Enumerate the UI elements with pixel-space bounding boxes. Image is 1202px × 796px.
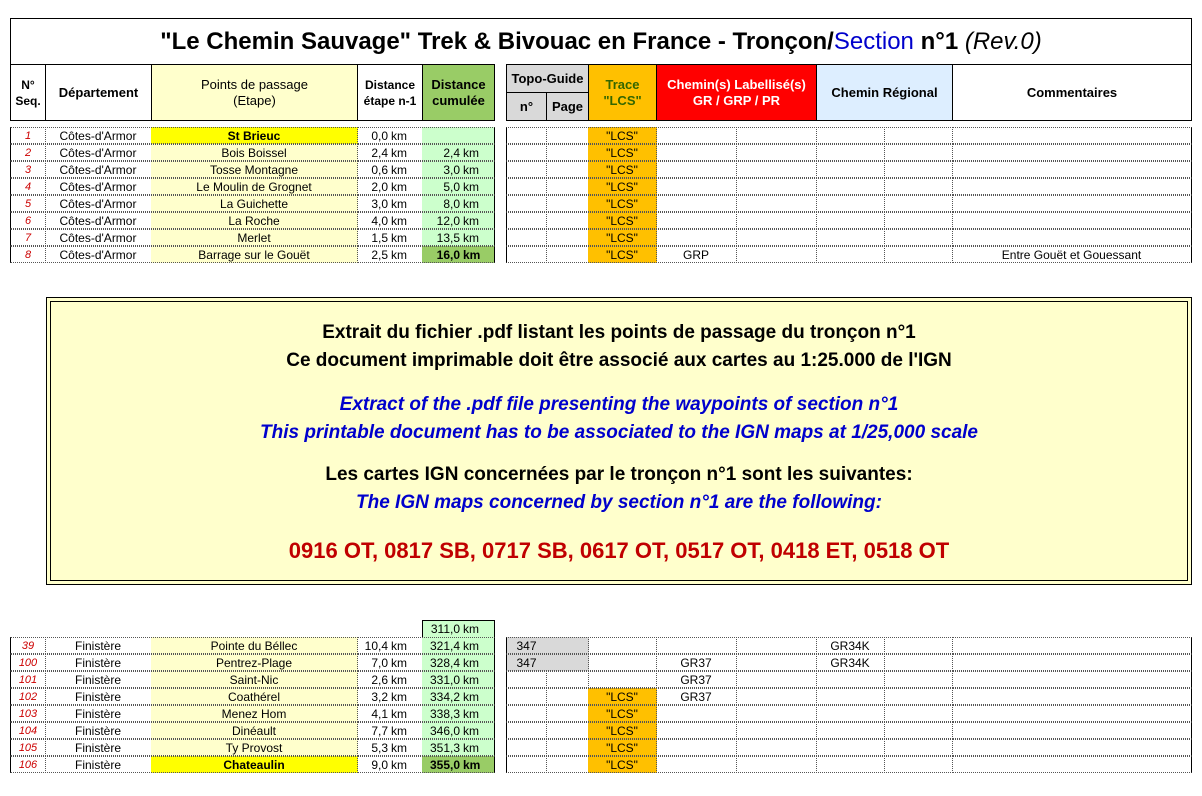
cell-reg2 <box>884 688 953 705</box>
cum-unit: km <box>463 197 479 211</box>
dist-unit: km <box>391 146 407 160</box>
cum-value: 331,0 <box>429 673 460 687</box>
cell-reg2 <box>884 144 953 161</box>
cell-lab <box>656 195 737 212</box>
header-topo-no: n° <box>506 92 547 121</box>
title-section: Section <box>833 28 914 55</box>
cell-dist <box>357 229 423 246</box>
cell-topo <box>506 739 547 756</box>
cell-lab: GR37 <box>656 654 737 671</box>
cell-topo <box>506 246 547 263</box>
cell-reg2 <box>884 161 953 178</box>
cell-seq: 100 <box>10 654 46 671</box>
cell-dep: Finistère <box>45 688 152 705</box>
cell-trace: "LCS" <box>588 722 657 739</box>
cell-reg <box>816 178 885 195</box>
cell-reg <box>816 246 885 263</box>
cell-lab2 <box>736 705 817 722</box>
cell-reg2 <box>884 212 953 229</box>
cell-reg2 <box>884 178 953 195</box>
cell-reg <box>816 688 885 705</box>
cell-trace: "LCS" <box>588 144 657 161</box>
cell-point: Merlet <box>151 229 358 246</box>
cell-dep: Côtes-d'Armor <box>45 127 152 144</box>
cum-value: 351,3 <box>429 741 460 755</box>
dist-unit: km <box>391 231 407 245</box>
cell-seq: 103 <box>10 705 46 722</box>
header-points: Points de passage (Etape) <box>151 64 358 121</box>
dist-unit: km <box>391 639 407 653</box>
cell-dep: Côtes-d'Armor <box>45 195 152 212</box>
cell-trace <box>588 637 657 654</box>
cell-dist <box>357 756 423 773</box>
cell-reg2 <box>884 671 953 688</box>
cell-seq: 8 <box>10 246 46 263</box>
cum-unit: km <box>463 656 479 670</box>
cell-trace <box>588 654 657 671</box>
cell-seq: 2 <box>10 144 46 161</box>
cell-lab: GR37 <box>656 688 737 705</box>
dist-value: 5,3 <box>371 741 388 755</box>
cell-com <box>952 739 1192 756</box>
cell-point: La Roche <box>151 212 358 229</box>
info-en-line-1: Extract of the .pdf file presenting the waypoints of section n°1 <box>339 394 899 415</box>
cell-topo <box>506 705 547 722</box>
cum-unit: km <box>463 758 481 772</box>
cell-dist <box>357 654 423 671</box>
cell-page <box>546 705 589 722</box>
cum-unit: km <box>463 673 479 687</box>
header-cumulee: Distance cumulée <box>422 64 495 121</box>
cell-point: Chateaulin <box>151 756 358 773</box>
dist-value: 0,6 <box>371 163 388 177</box>
cum-value: 3,0 <box>443 163 460 177</box>
dist-unit: km <box>391 690 407 704</box>
cell-cum <box>422 212 495 229</box>
cell-dist <box>357 161 423 178</box>
info-fr-line-2: Ce document imprimable doit être associé aux cartes au 1:25.000 de l'IGN <box>286 350 952 371</box>
cell-dep: Finistère <box>45 705 152 722</box>
cum-unit: km <box>463 180 479 194</box>
cell-seq: 105 <box>10 739 46 756</box>
cell-dep: Côtes-d'Armor <box>45 144 152 161</box>
title-num: n°1 <box>913 28 965 55</box>
cell-point: Ty Provost <box>151 739 358 756</box>
cell-dep: Finistère <box>45 756 152 773</box>
dist-unit: km <box>391 673 407 687</box>
dist-value: 2,5 <box>371 248 388 262</box>
cell-lab <box>656 637 737 654</box>
cell-dep: Finistère <box>45 722 152 739</box>
cell-com <box>952 144 1192 161</box>
cell-point: Pointe du Béllec <box>151 637 358 654</box>
cum-value: 328,4 <box>429 656 460 670</box>
cell-reg2 <box>884 654 953 671</box>
cell-lab2 <box>736 671 817 688</box>
cell-lab2 <box>736 246 817 263</box>
cell-page <box>546 127 589 144</box>
cell-dist <box>357 739 423 756</box>
cell-seq: 106 <box>10 756 46 773</box>
cell-seq: 101 <box>10 671 46 688</box>
cell-seq: 6 <box>10 212 46 229</box>
title-rev: (Rev.0) <box>964 28 1042 55</box>
cell-reg2 <box>884 756 953 773</box>
page-title <box>10 18 1192 64</box>
prev-cumulative-value: 311,0 <box>430 622 460 636</box>
cell-dist <box>357 722 423 739</box>
dist-unit: km <box>391 248 407 262</box>
cell-reg <box>816 671 885 688</box>
cell-trace: "LCS" <box>588 688 657 705</box>
cell-cum <box>422 161 495 178</box>
cell-page <box>546 144 589 161</box>
cell-dist <box>357 144 423 161</box>
cell-cum <box>422 722 495 739</box>
cell-trace: "LCS" <box>588 246 657 263</box>
cell-reg <box>816 229 885 246</box>
cum-value: 321,4 <box>429 639 460 653</box>
cum-unit: km <box>463 707 479 721</box>
cell-lab2 <box>736 637 817 654</box>
dist-value: 2,4 <box>371 146 388 160</box>
dist-value: 2,0 <box>371 180 388 194</box>
cell-dist <box>357 688 423 705</box>
dist-unit: km <box>391 724 407 738</box>
cell-lab2 <box>736 144 817 161</box>
cell-seq: 5 <box>10 195 46 212</box>
cum-value: 2,4 <box>443 146 460 160</box>
cell-com <box>952 705 1192 722</box>
cell-com <box>952 178 1192 195</box>
cell-cum <box>422 688 495 705</box>
prev-cumulative <box>422 620 495 637</box>
cell-seq: 7 <box>10 229 46 246</box>
cell-page <box>546 756 589 773</box>
cell-seq: 1 <box>10 127 46 144</box>
cell-topo <box>506 688 547 705</box>
cell-lab <box>656 722 737 739</box>
dist-value: 10,4 <box>364 639 388 653</box>
cell-dep: Côtes-d'Armor <box>45 161 152 178</box>
cum-unit: km <box>463 690 479 704</box>
cum-value: 334,2 <box>429 690 460 704</box>
cum-value: 355,0 <box>429 758 460 772</box>
cell-seq: 3 <box>10 161 46 178</box>
cell-reg <box>816 127 885 144</box>
cell-lab <box>656 229 737 246</box>
dist-value: 1,5 <box>371 231 388 245</box>
cell-page <box>546 212 589 229</box>
cell-lab2 <box>736 161 817 178</box>
cell-cum <box>422 637 495 654</box>
cell-point: Le Moulin de Grognet <box>151 178 358 195</box>
cell-trace: "LCS" <box>588 739 657 756</box>
dist-unit: km <box>391 707 407 721</box>
cell-cum <box>422 705 495 722</box>
cell-seq: 4 <box>10 178 46 195</box>
cell-reg <box>816 161 885 178</box>
cell-dist <box>357 178 423 195</box>
cell-lab2 <box>736 229 817 246</box>
title-main: "Le Chemin Sauvage" Trek & Bivouac en France - Tronçon/ <box>160 28 834 55</box>
cell-topo <box>506 195 547 212</box>
cell-reg2 <box>884 195 953 212</box>
cell-lab2 <box>736 688 817 705</box>
cell-trace: "LCS" <box>588 212 657 229</box>
cell-page <box>546 229 589 246</box>
cell-dep: Finistère <box>45 671 152 688</box>
cum-unit: km <box>463 741 479 755</box>
cell-com <box>952 127 1192 144</box>
cell-com <box>952 671 1192 688</box>
dist-unit: km <box>391 180 407 194</box>
cell-seq: 39 <box>10 637 46 654</box>
cell-seq: 104 <box>10 722 46 739</box>
cum-unit: km <box>463 248 481 262</box>
cell-reg2 <box>884 637 953 654</box>
cell-point: Saint-Nic <box>151 671 358 688</box>
cell-reg <box>816 739 885 756</box>
cell-point: Pentrez-Plage <box>151 654 358 671</box>
cell-topo <box>506 178 547 195</box>
cell-trace <box>588 671 657 688</box>
cell-cum <box>422 756 495 773</box>
cell-trace: "LCS" <box>588 161 657 178</box>
cell-lab <box>656 127 737 144</box>
cell-lab2 <box>736 212 817 229</box>
header-distance: Distance étape n-1 <box>357 64 423 121</box>
cell-page <box>546 688 589 705</box>
cell-lab <box>656 178 737 195</box>
cell-reg2 <box>884 705 953 722</box>
cell-reg: GR34K <box>816 654 885 671</box>
header-regional: Chemin Régional <box>816 64 953 121</box>
cell-reg <box>816 722 885 739</box>
cell-point: Bois Boissel <box>151 144 358 161</box>
cell-com <box>952 195 1192 212</box>
cell-reg2 <box>884 246 953 263</box>
cell-cum <box>422 246 495 263</box>
dist-unit: km <box>391 129 407 143</box>
cell-dist <box>357 671 423 688</box>
cell-topo <box>506 722 547 739</box>
cell-reg2 <box>884 127 953 144</box>
cell-com <box>952 722 1192 739</box>
cell-point: Barrage sur le Gouët <box>151 246 358 263</box>
cell-point: Coathérel <box>151 688 358 705</box>
cell-com: Entre Gouët et Gouessant <box>952 246 1192 263</box>
cell-cum <box>422 739 495 756</box>
prev-cumulative-unit: km <box>463 622 479 636</box>
cell-reg2 <box>884 739 953 756</box>
cum-value: 13,5 <box>436 231 460 245</box>
cell-cum <box>422 654 495 671</box>
cell-point: Menez Hom <box>151 705 358 722</box>
cell-page <box>546 246 589 263</box>
cell-reg <box>816 756 885 773</box>
cum-value: 12,0 <box>436 214 460 228</box>
cell-page <box>546 161 589 178</box>
dist-value: 9,0 <box>371 758 388 772</box>
dist-unit: km <box>391 656 407 670</box>
cell-dist <box>357 127 423 144</box>
header-trace: Trace "LCS" <box>588 64 657 121</box>
dist-unit: km <box>391 163 407 177</box>
cell-reg <box>816 705 885 722</box>
cell-page <box>546 178 589 195</box>
cell-dist <box>357 637 423 654</box>
cell-dist <box>357 212 423 229</box>
cell-com <box>952 756 1192 773</box>
cell-trace: "LCS" <box>588 195 657 212</box>
cell-point: Dinéault <box>151 722 358 739</box>
dist-unit: km <box>391 214 407 228</box>
cell-lab <box>656 756 737 773</box>
info-fr-line-3: Les cartes IGN concernées par le tronçon n°1 sont les suivantes: <box>325 464 913 485</box>
cell-topo <box>506 756 547 773</box>
cell-dep: Finistère <box>45 654 152 671</box>
cell-cum <box>422 178 495 195</box>
cell-topo <box>506 161 547 178</box>
cell-lab2 <box>736 654 817 671</box>
cum-value: 346,0 <box>429 724 460 738</box>
cell-lab2 <box>736 756 817 773</box>
cell-reg <box>816 212 885 229</box>
cell-com <box>952 654 1192 671</box>
cell-lab: GRP <box>656 246 737 263</box>
cell-page <box>546 195 589 212</box>
cell-cum <box>422 144 495 161</box>
cell-dist <box>357 246 423 263</box>
cell-topo: 347 <box>506 637 547 654</box>
cell-point: Tosse Montagne <box>151 161 358 178</box>
cell-point: St Brieuc <box>151 127 358 144</box>
cell-lab2 <box>736 195 817 212</box>
cell-trace: "LCS" <box>588 127 657 144</box>
cell-trace: "LCS" <box>588 229 657 246</box>
cell-lab <box>656 144 737 161</box>
header-departement: Département <box>45 64 152 121</box>
cell-topo <box>506 212 547 229</box>
cell-reg2 <box>884 229 953 246</box>
cell-reg2 <box>884 722 953 739</box>
cum-value: 16,0 <box>436 248 460 262</box>
cum-unit: km <box>463 639 479 653</box>
cell-cum <box>422 127 495 144</box>
cell-lab2 <box>736 127 817 144</box>
header-topo-page: Page <box>546 92 589 121</box>
cell-com <box>952 212 1192 229</box>
cell-dep: Côtes-d'Armor <box>45 229 152 246</box>
header-topo: Topo-Guide <box>506 64 589 93</box>
cell-dep: Côtes-d'Armor <box>45 178 152 195</box>
info-en-line-2: This printable document has to be associated to the IGN maps at 1/25,000 scale <box>259 422 978 443</box>
cum-unit: km <box>463 231 479 245</box>
dist-value: 4,0 <box>371 214 388 228</box>
info-fr-line-1: Extrait du fichier .pdf listant les points de passage du tronçon n°1 <box>322 322 916 343</box>
cum-value: 338,3 <box>429 707 460 721</box>
cell-lab: GR37 <box>656 671 737 688</box>
cum-unit: km <box>463 214 479 228</box>
cell-topo <box>506 144 547 161</box>
dist-value: 2,6 <box>371 673 388 687</box>
cell-com <box>952 637 1192 654</box>
header-labellise: Chemin(s) Labellisé(s) GR / GRP / PR <box>656 64 817 121</box>
cell-point: La Guichette <box>151 195 358 212</box>
cell-lab <box>656 161 737 178</box>
dist-unit: km <box>391 741 407 755</box>
cell-page <box>546 671 589 688</box>
info-maps-list: 0916 OT, 0817 SB, 0717 SB, 0617 OT, 0517 OT, 0418 ET, 0518 OT <box>288 538 950 563</box>
header-seq: N° Seq. <box>10 64 46 121</box>
cell-com <box>952 229 1192 246</box>
dist-value: 7,7 <box>371 724 388 738</box>
cell-reg <box>816 144 885 161</box>
cell-cum <box>422 229 495 246</box>
cell-dep: Côtes-d'Armor <box>45 246 152 263</box>
cell-page <box>546 654 589 671</box>
cell-lab <box>656 705 737 722</box>
cell-topo <box>506 127 547 144</box>
cell-trace: "LCS" <box>588 705 657 722</box>
cell-lab2 <box>736 722 817 739</box>
cum-unit: km <box>463 163 479 177</box>
dist-value: 7,0 <box>371 656 388 670</box>
dist-unit: km <box>391 758 407 772</box>
cell-cum <box>422 195 495 212</box>
cell-page <box>546 722 589 739</box>
cell-trace: "LCS" <box>588 178 657 195</box>
dist-value: 3,2 <box>371 690 388 704</box>
cell-page <box>546 637 589 654</box>
header-commentaires: Commentaires <box>952 64 1192 121</box>
dist-value: 4,1 <box>371 707 388 721</box>
cell-lab2 <box>736 178 817 195</box>
cell-trace: "LCS" <box>588 756 657 773</box>
info-box <box>46 297 1192 585</box>
cell-topo: 347 <box>506 654 547 671</box>
cell-com <box>952 688 1192 705</box>
cum-value: 8,0 <box>443 197 460 211</box>
dist-unit: km <box>391 197 407 211</box>
cell-topo <box>506 229 547 246</box>
cell-topo <box>506 671 547 688</box>
cum-value: 5,0 <box>443 180 460 194</box>
cell-dist <box>357 195 423 212</box>
cum-unit: km <box>463 724 479 738</box>
dist-value: 3,0 <box>371 197 388 211</box>
cell-cum <box>422 671 495 688</box>
cell-reg <box>816 195 885 212</box>
cell-dep: Côtes-d'Armor <box>45 212 152 229</box>
cell-lab <box>656 739 737 756</box>
cell-dist <box>357 705 423 722</box>
cell-seq: 102 <box>10 688 46 705</box>
cell-com <box>952 161 1192 178</box>
info-en-line-3: The IGN maps concerned by section n°1 are the following: <box>356 492 882 513</box>
cell-page <box>546 739 589 756</box>
cell-dep: Finistère <box>45 739 152 756</box>
cell-dep: Finistère <box>45 637 152 654</box>
cell-lab <box>656 212 737 229</box>
cum-unit: km <box>463 146 479 160</box>
dist-value: 0,0 <box>371 129 388 143</box>
cell-lab2 <box>736 739 817 756</box>
cell-reg: GR34K <box>816 637 885 654</box>
